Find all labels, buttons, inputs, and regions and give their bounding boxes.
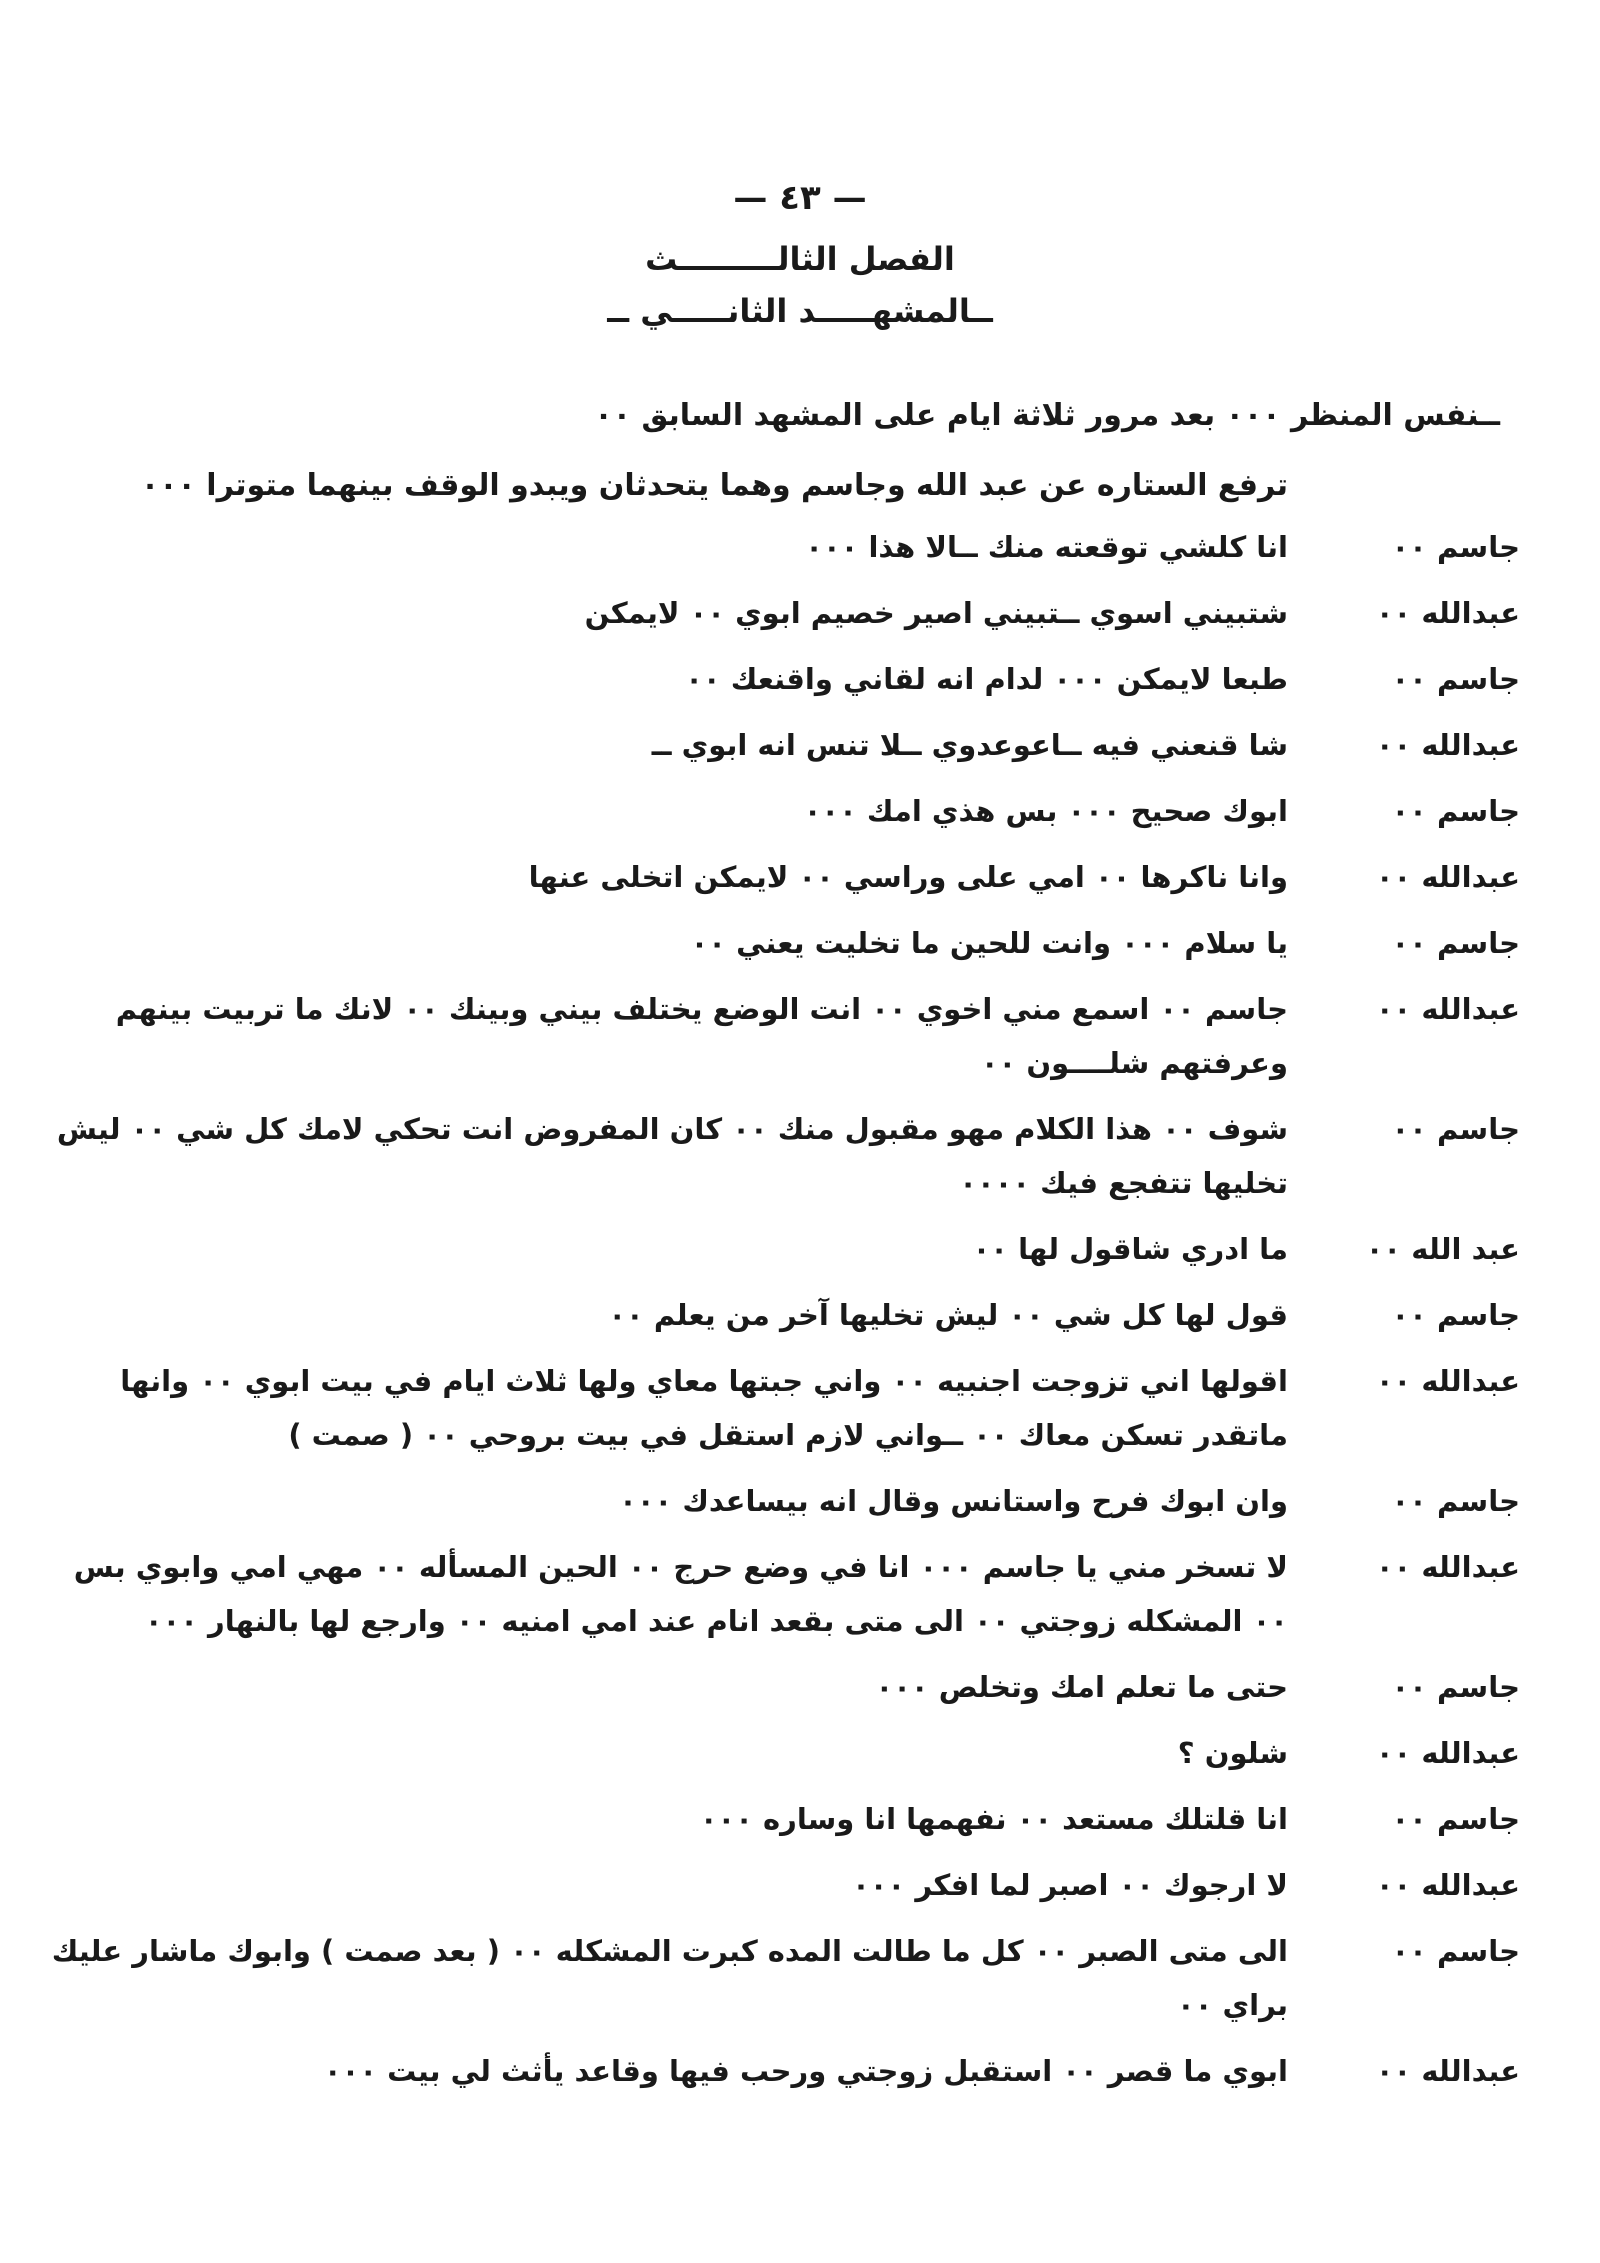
- speaker-name: عبدالله ٠٠: [1375, 1364, 1520, 1398]
- speech-text: يا سلام ٠٠٠ وانت للحين ما تخليت يعني ٠٠: [690, 926, 1288, 960]
- speaker-name: عبدالله ٠٠: [1375, 1550, 1520, 1584]
- speech-text: حتى ما تعلم امك وتخلص ٠٠٠: [875, 1670, 1288, 1704]
- speech-text: انا قلتلك مستعد ٠٠ نفهمها انا وساره ٠٠٠: [699, 1802, 1288, 1836]
- speaker-name: عبدالله ٠٠: [1375, 728, 1520, 762]
- speaker-name: عبدالله ٠٠: [1375, 2054, 1520, 2088]
- speaker-name: جاسم ٠٠: [1391, 530, 1520, 564]
- speaker-name: عبدالله ٠٠: [1375, 596, 1520, 630]
- dialogue-line: [0, 1102, 1600, 1210]
- dialogue-list: [0, 520, 1600, 2110]
- speech-text: لا تسخر مني يا جاسم ٠٠٠ انا في وضع حرج ٠٠ الحين المسأله ٠٠ مهي امي وابوي بس ٠٠ المشكله زوجتي ٠٠ الى متى بقعد انام عند امي امنيه ٠٠ وارجع لها بالنهار ٠٠٠: [73, 1550, 1288, 1638]
- dialogue-line: [0, 1660, 1600, 1714]
- speech-text: شتبيني اسوي ــتبيني اصير خصيم ابوي ٠٠ لايمكن: [584, 596, 1288, 630]
- speech-text: الى متى الصبر ٠٠ كل ما طالت المده كبرت المشكله ٠٠ ( بعد صمت ) وابوك ماشار عليك براي ٠٠: [51, 1934, 1288, 2022]
- speech-text: وان ابوك فرح واستانس وقال انه بيساعدك ٠٠٠: [619, 1484, 1288, 1518]
- dialogue-line: [0, 1858, 1600, 1912]
- dialogue-line: [0, 850, 1600, 904]
- dialogue-line: [0, 1792, 1600, 1846]
- speech-text: طبعا لايمكن ٠٠٠ لدام انه لقاني واقنعك ٠٠: [685, 662, 1288, 696]
- speaker-name: عبدالله ٠٠: [1375, 860, 1520, 894]
- speech-text: شا قنعني فيه ــاعوعدوي ــلا تنس انه ابوي ــ: [651, 728, 1288, 762]
- dialogue-line: [0, 916, 1600, 970]
- speaker-name: عبد الله ٠٠: [1365, 1232, 1520, 1266]
- speaker-name: جاسم ٠٠: [1391, 1670, 1520, 1704]
- speech-text: جاسم ٠٠ اسمع مني اخوي ٠٠ انت الوضع يختلف بيني وبينك ٠٠ لانك ما تربيت بينهم وعرفتهم شلــــون ٠٠: [115, 992, 1288, 1080]
- dialogue-line: [0, 1924, 1600, 2032]
- dialogue-line: [0, 1474, 1600, 1528]
- speaker-name: جاسم ٠٠: [1391, 662, 1520, 696]
- speech-text: قول لها كل شي ٠٠ ليش تخليها آخر من يعلم ٠٠: [608, 1298, 1288, 1332]
- speaker-name: جاسم ٠٠: [1391, 1802, 1520, 1836]
- dialogue-line: [0, 2044, 1600, 2098]
- dialogue-line: [0, 1288, 1600, 1342]
- dialogue-line: [0, 1726, 1600, 1780]
- dialogue-line: [0, 586, 1600, 640]
- act-heading: الفصل الثالـــــــــث: [645, 240, 955, 278]
- stage-direction: ــنفس المنظر ٠٠٠ بعد مرور ثلاثة ايام على المشهد السابق ٠٠: [594, 398, 1500, 433]
- dialogue-line: [0, 1354, 1600, 1462]
- speech-text: اقولها اني تزوجت اجنبيه ٠٠ واني جبتها معاي ولها ثلاث ايام في بيت ابوي ٠٠ وانها ماتقدر تسكن معاك ٠٠ ــواني لازم استقل في بيت بروحي ٠٠ ( صمت ): [120, 1364, 1288, 1452]
- dialogue-line: [0, 982, 1600, 1090]
- speaker-name: عبدالله ٠٠: [1375, 1736, 1520, 1770]
- speech-text: لا ارجوك ٠٠ اصبر لما افكر ٠٠٠: [852, 1868, 1288, 1902]
- page-number: — ٤٣ —: [733, 178, 867, 218]
- speech-text: شوف ٠٠ هذا الكلام مهو مقبول منك ٠٠ كان المفروض انت تحكي لامك كل شي ٠٠ ليش تخليها تتفجع فيك ٠٠٠٠: [56, 1112, 1288, 1200]
- speech-text: ما ادري شاقول لها ٠٠: [972, 1232, 1288, 1266]
- dialogue-line: [0, 520, 1600, 574]
- speaker-name: جاسم ٠٠: [1391, 1112, 1520, 1146]
- speech-text: ابوك صحيح ٠٠٠ بس هذي امك ٠٠٠: [803, 794, 1288, 828]
- speech-text: انا كلشي توقعته منك ــالا هذا ٠٠٠: [805, 530, 1288, 564]
- speaker-name: عبدالله ٠٠: [1375, 992, 1520, 1026]
- stage-direction: ترفع الستاره عن عبد الله وجاسم وهما يتحدثان ويبدو الوقف بينهما متوترا ٠٠٠: [140, 468, 1288, 503]
- dialogue-line: [0, 784, 1600, 838]
- speaker-name: جاسم ٠٠: [1391, 1934, 1520, 1968]
- speech-text: وانا ناكرها ٠٠ امي على وراسي ٠٠ لايمكن اتخلى عنها: [528, 860, 1288, 894]
- speech-text: ابوي ما قصر ٠٠ استقبل زوجتي ورحب فيها وقاعد يأثث لي بيت ٠٠٠: [323, 2054, 1288, 2088]
- dialogue-line: [0, 652, 1600, 706]
- scene-heading: ــالمشهـــــد الثانـــــي ــ: [607, 292, 993, 330]
- speaker-name: جاسم ٠٠: [1391, 794, 1520, 828]
- speech-text: شلون ؟: [1177, 1736, 1288, 1770]
- dialogue-line: [0, 1540, 1600, 1648]
- speaker-name: جاسم ٠٠: [1391, 1298, 1520, 1332]
- speaker-name: عبدالله ٠٠: [1375, 1868, 1520, 1902]
- speaker-name: جاسم ٠٠: [1391, 1484, 1520, 1518]
- speaker-name: جاسم ٠٠: [1391, 926, 1520, 960]
- dialogue-line: [0, 1222, 1600, 1276]
- dialogue-line: [0, 718, 1600, 772]
